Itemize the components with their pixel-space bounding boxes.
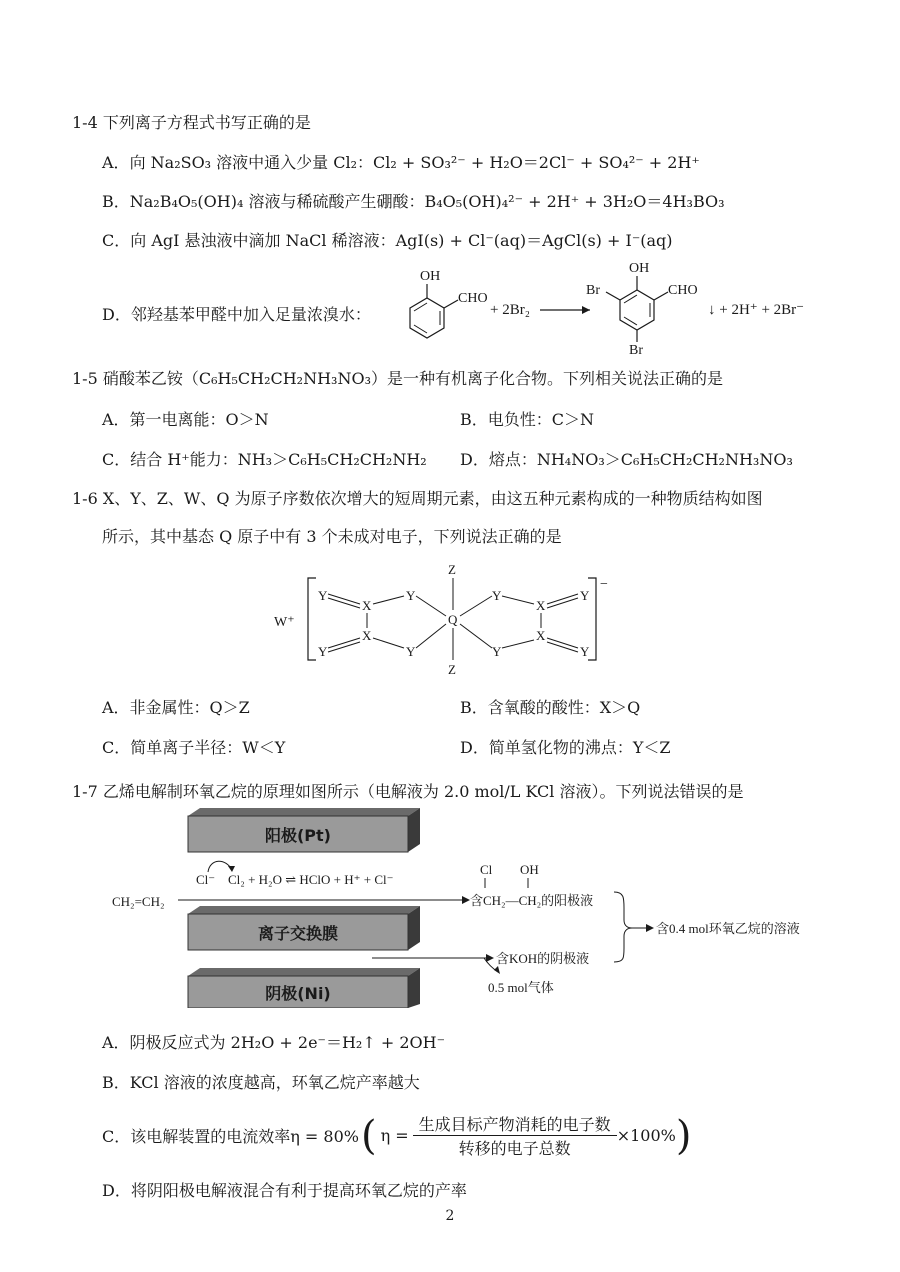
br-bond — [606, 292, 620, 300]
arrow-head — [646, 924, 654, 932]
arrow-head — [582, 306, 590, 314]
q14-option-b — [102, 189, 725, 212]
left-bracket — [308, 578, 316, 660]
percent-factor: ×100% — [616, 1126, 676, 1145]
option-c-prefix: C．该电解装置的电流效率η = 80% — [102, 1127, 359, 1146]
efficiency-fraction — [413, 1112, 617, 1159]
q16-option-b: B．含氧酸的酸性：X＞Q — [460, 698, 641, 717]
q15-option-d: D．熔点：NH₄NO₃＞C₆H₅CH₂CH₂NH₃NO₃ — [460, 450, 793, 469]
q14-option-a — [102, 150, 700, 173]
product-cho-label: CHO — [668, 283, 698, 298]
br-label-bottom: Br — [629, 343, 643, 358]
gas-label: 0.5 mol气体 — [488, 980, 554, 995]
question-1-6-stem-line2: 所示，其中基态 Q 原子中有 3 个未成对电子，下列说法正确的是 — [102, 527, 562, 546]
single-bond — [460, 624, 492, 648]
atom-y: Y — [580, 588, 590, 603]
atom-y: Y — [492, 588, 502, 603]
cathode-top — [188, 968, 420, 976]
single-bond — [373, 638, 404, 648]
atom-q: Q — [448, 612, 458, 627]
option-label: D． — [102, 305, 131, 324]
single-bond — [460, 596, 492, 616]
q17-option-d: D．将阴阳极电解液混合有利于提高环氧乙烷的产率 — [102, 1181, 467, 1200]
atom-y: Y — [406, 644, 416, 659]
option-text: 邻羟基苯甲醛中加入足量浓溴水： — [130, 305, 371, 324]
substituent-cl: Cl — [480, 862, 493, 877]
chloride-ion: Cl⁻ — [196, 872, 216, 887]
arrow-head — [462, 896, 470, 904]
benzene-ring — [410, 298, 444, 338]
q17-option-c — [102, 1112, 691, 1159]
q14-option-c — [102, 228, 673, 251]
reagent-plus: + 2Br₂ — [490, 302, 530, 318]
q15-option-b: B．电负性：C＞N — [460, 410, 595, 429]
option-label: C． — [102, 231, 131, 250]
arrow-head — [494, 966, 500, 974]
q17-option-a: A．阴极反应式为 2H₂O + 2e⁻＝H₂↑ + 2OH⁻ — [102, 1033, 446, 1052]
anode-reaction: Cl₂ + H₂O ⇌ HClO + H⁺ + Cl⁻ — [228, 872, 394, 887]
single-bond — [416, 624, 446, 648]
question-1-4-stem: 1-4 下列离子方程式书写正确的是 — [72, 113, 311, 132]
cho-label: CHO — [458, 291, 488, 306]
catholyte-label: 含KOH的阴极液 — [496, 951, 590, 966]
oxidation-arrow — [208, 861, 232, 872]
option-text: 向 AgI 悬浊液中滴加 NaCl 稀溶液：AgI(s) + Cl⁻(aq)＝AgCl(s) + I⁻(aq) — [130, 231, 673, 250]
q17-option-b: B．KCl 溶液的浓度越高，环氧乙烷产率越大 — [102, 1073, 420, 1092]
cathode-label: 阴极(Ni) — [265, 984, 331, 1003]
result-label: 含0.4 mol环氧乙烷的溶液 — [656, 921, 800, 936]
product-tail: ↓ + 2H⁺ + 2Br⁻ — [708, 302, 805, 318]
atom-z: Z — [448, 562, 456, 577]
fraction-denominator: 转移的电子总数 — [458, 1139, 571, 1158]
atom-y: Y — [580, 644, 590, 659]
q15-option-c: C．结合 H⁺能力：NH₃＞C₆H₅CH₂CH₂NH₂ — [102, 450, 427, 469]
atom-y: Y — [492, 644, 502, 659]
q16-option-d: D．简单氢化物的沸点：Y＜Z — [460, 738, 671, 757]
q16-structure-diagram — [270, 562, 630, 680]
atom-z: Z — [448, 662, 456, 677]
atom-y: Y — [318, 644, 328, 659]
membrane-label: 离子交换膜 — [257, 924, 339, 943]
w-cation: W⁺ — [274, 615, 295, 630]
atom-x: X — [536, 598, 546, 613]
q16-option-a: A．非金属性：Q＞Z — [102, 698, 250, 717]
q16-option-c: C．简单离子半径：W＜Y — [102, 738, 286, 757]
option-text: 向 Na₂SO₃ 溶液中通入少量 Cl₂：Cl₂ + SO₃²⁻ + H₂O＝2Cl⁻ + SO₄²⁻ + 2H⁺ — [129, 153, 700, 172]
eta-symbol: η = — [380, 1126, 409, 1145]
anode-label: 阳极(Pt) — [264, 826, 332, 845]
product-benzene-ring — [620, 290, 654, 330]
atom-x: X — [362, 628, 372, 643]
question-1-6-stem-line1: 1-6 X、Y、Z、W、Q 为原子序数依次增大的短周期元素，由这五种元素构成的一种物质结构如图 — [72, 489, 763, 508]
arrow-head — [486, 954, 494, 962]
fraction-numerator: 生成目标产物消耗的电子数 — [413, 1112, 617, 1136]
single-bond — [373, 596, 404, 604]
single-bond — [502, 596, 534, 604]
page-number: 2 — [445, 1208, 455, 1224]
q14-option-d — [102, 302, 371, 325]
q15-option-a: A．第一电离能：O＞N — [102, 410, 269, 429]
atom-x: X — [362, 598, 372, 613]
q17-electrolysis-diagram — [110, 808, 850, 1008]
option-label: B． — [102, 192, 130, 211]
option-text: Na₂B₄O₅(OH)₄ 溶液与稀硫酸产生硼酸：B₄O₅(OH)₄²⁻ + 2H⁺ + 3H₂O＝4H₃BO₃ — [129, 192, 725, 211]
right-paren: ) — [675, 1112, 692, 1159]
atom-y: Y — [406, 588, 416, 603]
merge-brace — [614, 892, 632, 962]
single-bond — [416, 596, 446, 616]
product-oh-label: OH — [629, 261, 650, 276]
charge-label: − — [600, 577, 608, 592]
substituent-oh: OH — [520, 862, 539, 877]
cho-bond — [654, 292, 668, 300]
br-label-left: Br — [586, 283, 600, 298]
membrane-top — [188, 906, 420, 914]
anolyte-label: 含CH₂—CH₂的阳极液 — [470, 893, 594, 908]
single-bond — [502, 640, 534, 648]
atom-x: X — [536, 628, 546, 643]
q14-reaction-scheme — [390, 258, 830, 358]
question-1-5-stem: 1-5 硝酸苯乙铵（C₆H₅CH₂CH₂NH₃NO₃）是一种有机离子化合物。下列相关说法正确的是 — [72, 369, 723, 388]
anode-top — [188, 808, 420, 816]
left-paren: ( — [360, 1112, 377, 1159]
cho-bond — [444, 300, 458, 308]
option-label: A． — [102, 153, 130, 172]
question-1-7-stem: 1-7 乙烯电解制环氧乙烷的原理如图所示（电解液为 2.0 mol/L KCl 溶液）。下列说法错误的是 — [72, 782, 744, 801]
oh-label: OH — [420, 269, 441, 284]
ethylene-label: CH₂=CH₂ — [112, 894, 165, 909]
atom-y: Y — [318, 588, 328, 603]
